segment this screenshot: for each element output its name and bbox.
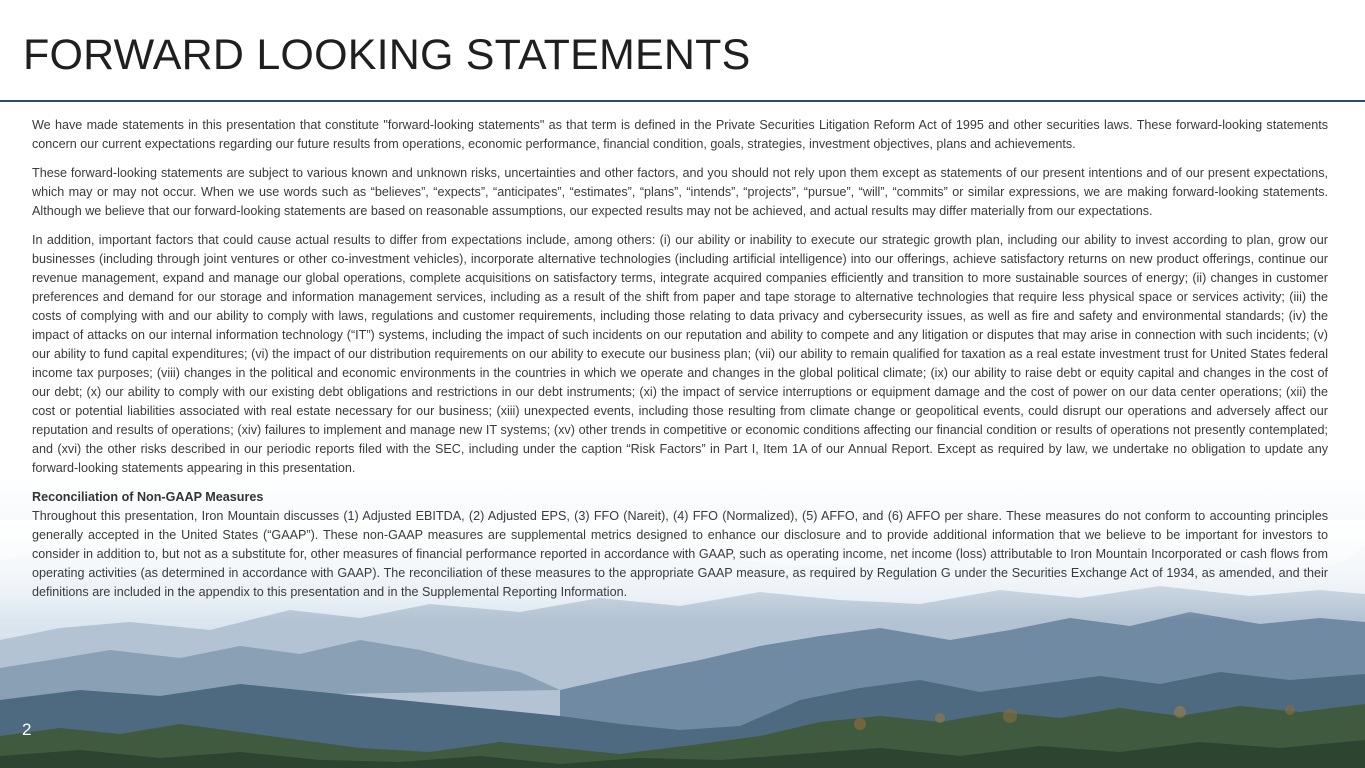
page-number: 2: [22, 720, 32, 739]
paragraph-risks: These forward-looking statements are subject to various known and unknown risks, uncertainties and other factors, and you should not rely upon them except as statements of our present intentions and of our present expectations, which may or may not occur. When we use words such as “believes”, “expects”, “anticipates”, “estimates”, “plans”, “intends”, “projects”, “pursue”, “will”, “commits” or similar expressions, we are making forward-looking statements. Although we believe that our forward-looking statements are based on reasonable assumptions, our expected results may not be achieved, and actual results may differ materially from our expectations.: [32, 166, 1328, 218]
title-divider: [0, 100, 1365, 102]
reconciliation-heading: Reconciliation of Non-GAAP Measures: [32, 490, 264, 504]
paragraph-intro: We have made statements in this presentation that constitute "forward-looking statements" as that term is defined in the Private Securities Litigation Reform Act of 1995 and other securities laws. These forward-looking statements concern our current expectations regarding our future results from operations, economic performance, financial condition, goals, strategies, investment objectives, plans and achievements.: [32, 118, 1328, 151]
paragraph-factors: In addition, important factors that could cause actual results to differ from expectations include, among others: (i) our ability or inability to execute our strategic growth plan, including our ability to invest according to plan, grow our businesses (including through joint ventures or other co-investment vehicles), incorporate alternative technologies (including artificial intelligence) into our offerings, achieve satisfactory returns on new product offerings, continue our revenue management, expand and manage our global operations, complete acquisitions on satisfactory terms, integrate acquired companies efficiently and transition to more sustainable sources of energy; (ii) changes in customer preferences and demand for our storage and information management services, including as a result of the shift from paper and tape storage to alternative technologies that require less physical space or services activity; (iii) the costs of complying with and our ability to comply with laws, regulations and customer requirements, including those relating to data privacy and cybersecurity issues, as well as fire and safety and environmental standards; (iv) the impact of attacks on our internal information technology (“IT”) systems, including the impact of such incidents on our reputation and ability to compete and any litigation or disputes that may arise in connection with such incidents; (v) our ability to fund capital expenditures; (vi) the impact of our distribution requirements on our ability to execute our business plan; (vii) our ability to remain qualified for taxation as a real estate investment trust for United States federal income tax purposes; (viii) changes in the political and economic environments in the countries in which we operate and changes in the global political climate; (ix) our ability to raise debt or equity capital and changes in the cost of our debt; (x) our ability to comply with our existing debt obligations and restrictions in our debt instruments; (xi) the impact of service interruptions or equipment damage and the cost of power on our data center operations; (xii) the cost or potential liabilities associated with real estate necessary for our business; (xiii) unexpected events, including those resulting from climate change or geopolitical events, could disrupt our operations and adversely affect our reputation and results of operations; (xiv) failures to implement and manage new IT systems; (xv) other trends in competitive or economic conditions affecting our financial condition or results of operations not presently contemplated; and (xvi) the other risks described in our periodic reports filed with the SEC, including under the caption “Risk Factors” in Part I, Item 1A of our Annual Report. Except as required by law, we undertake no obligation to update any forward-looking statements appearing in this presentation.: [32, 233, 1328, 475]
statement-body: [32, 116, 1328, 602]
page-title: FORWARD LOOKING STATEMENTS: [23, 31, 751, 79]
reconciliation-paragraph: Throughout this presentation, Iron Mountain discusses (1) Adjusted EBITDA, (2) Adjusted EPS, (3) FFO (Nareit), (4) FFO (Normalized), (5) AFFO, and (6) AFFO per share. These measures do not conform to accounting principles generally accepted in the United States (“GAAP”). These non-GAAP measures are supplemental metrics designed to enhance our disclosure and to provide additional information that we believe to be important for investors to consider in addition to, but not as a substitute for, other measures of financial performance reported in accordance with GAAP, such as operating income, net income (loss) attributable to Iron Mountain Incorporated or cash flows from operating activities (as determined in accordance with GAAP). The reconciliation of these measures to the appropriate GAAP measure, as required by Regulation G under the Securities Exchange Act of 1934, as amended, and their definitions are included in the appendix to this presentation and in the Supplemental Reporting Information.: [32, 509, 1328, 599]
